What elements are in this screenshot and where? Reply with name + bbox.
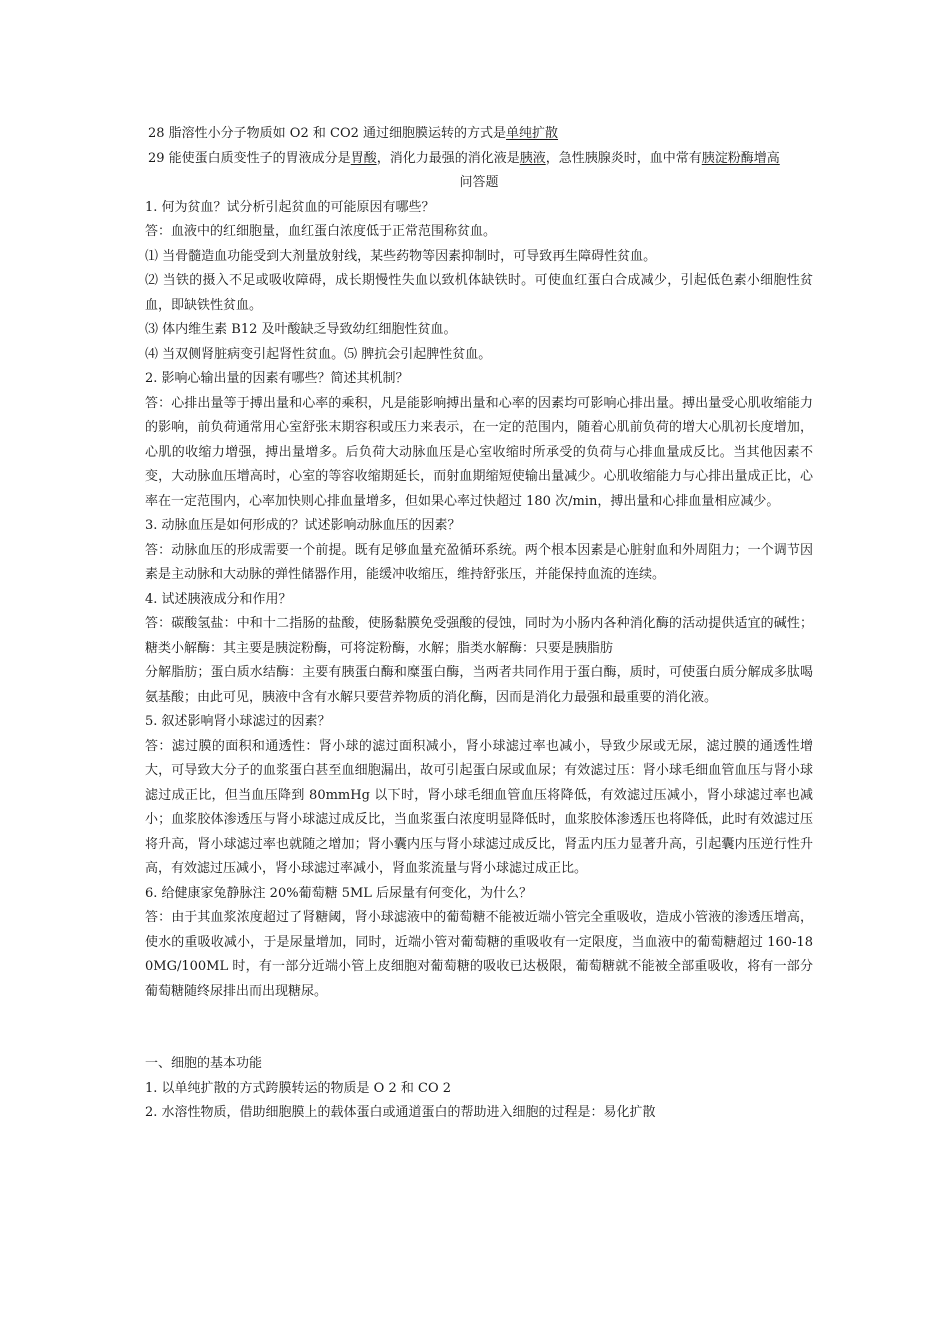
part2-item: 1. 以单纯扩散的方式跨膜转运的物质是 O 2 和 CO 2: [145, 1080, 452, 1096]
item-28: [145, 122, 813, 147]
answer-paragraph: 答：滤过膜的面积和通透性：肾小球的滤过面积减小，肾小球滤过率也减小，导致少尿或无尿，滤过膜的通透性增大，可导致大分子的血浆蛋白甚至血细胞漏出，故可引起蛋白尿或血尿；有效滤过压：肾小球毛细血管血压与肾小球滤过成正比，但当血压降到 80mmHg 以下时，肾小球毛细血管血压将降低，有效滤过压减小，肾小球滤过率也减小；血浆胶体渗透压与肾小球滤过成反比，当血浆蛋白浓度明显降低时，血浆胶体渗透压也将降低，此时有效滤过压将升高，肾小球滤过率也就随之增加；肾小囊内压与肾小球滤过成反比，肾盂内压力显著升高，引起囊内压逆行性升高，有效滤过压减小，肾小球滤过率减小，肾血浆流量与肾小球滤过成正比。: [145, 738, 813, 876]
answer-paragraph: ⑵ 当铁的摄入不足或吸收障碍，成长期慢性失血以致机体缺铁时。可使血红蛋白合成减少，引起低色素小细胞性贫血，即缺铁性贫血。: [145, 273, 813, 313]
question: 2. 影响心输出量的因素有哪些？简述其机制？: [145, 371, 409, 386]
item-29-text: 29 能使蛋白质变性子的胃液成分是: [148, 150, 351, 166]
question: 5. 叙述影响肾小球滤过的因素？: [145, 714, 331, 729]
answer-paragraph: ⑴ 当骨髓造血功能受到大剂量放射线，某些药物等因素抑制时，可导致再生障碍性贫血。: [145, 248, 657, 264]
section-title: 问答题: [459, 175, 499, 190]
item-29-text-3: ，急性胰腺炎时，血中常有: [545, 150, 702, 166]
answer-paragraph: 答：血液中的红细胞量，血红蛋白浓度低于正常范围称贫血。: [145, 224, 497, 239]
item-29-answer-1: 胃酸: [350, 150, 377, 166]
part2-title: 一、细胞的基本功能: [145, 1056, 263, 1071]
part2-item: 2. 水溶性物质，借助细胞膜上的载体蛋白或通道蛋白的帮助进入细胞的过程是：易化扩散: [145, 1105, 656, 1120]
answer-paragraph: 答：动脉血压的形成需要一个前提。既有足够血量充盈循环系统。两个根本因素是心脏射血和外周阻力；一个调节因素是主动脉和大动脉的弹性储器作用，能缓冲收缩压，维持舒张压，并能保持血流的连续。: [145, 542, 813, 582]
item-29-answer-3: 胰淀粉酶增高: [701, 150, 780, 166]
question: 3. 动脉血压是如何形成的？试述影响动脉血压的因素？: [145, 518, 461, 533]
answer-paragraph: 答：心排出量等于搏出量和心率的乘积，凡是能影响搏出量和心率的因素均可影响心排出量。搏出量受心肌收缩能力的影响，前负荷通常用心室舒张末期容积或压力来表示，在一定的范围内，随着心肌前负荷的增大心肌初长度增加，心肌的收缩力增强，搏出量增多。后负荷大动脉血压是心室收缩时所承受的负荷与心排血量成反比。当其他因素不变，大动脉血压增高时，心室的等容收缩期延长，而射血期缩短使输出量减少。心肌收缩能力与心排出量成正比，心率在一定范围内，心率加快则心排血量增多，但如果心率过快超过 180 次/min，搏出量和心排血量相应减少。: [145, 395, 813, 509]
item-29-text-2: ，消化力最强的消化液是: [376, 150, 520, 166]
question: 4. 试述胰液成分和作用？: [145, 591, 292, 607]
item-28-text: 28 脂溶性小分子物质如 O2 和 CO2 通过细胞膜运转的方式是: [148, 126, 507, 141]
answer-paragraph: ⑶ 体内维生素 B12 及叶酸缺乏导致幼红细胞性贫血。: [145, 322, 457, 337]
question: 6. 给健康家兔静脉注 20%葡萄糖 5ML 后尿量有何变化，为什么？: [145, 885, 533, 901]
answer-paragraph: ⑷ 当双侧肾脏病变引起肾性贫血。⑸ 脾抗会引起脾性贫血。: [145, 346, 492, 362]
answer-paragraph: 答：碳酸氢盐：中和十二指肠的盐酸，使肠黏膜免受强酸的侵蚀，同时为小肠内各种消化酶的活动提供适宜的碱性；糖类小解酶：其主要是胰淀粉酶，可将淀粉酶，水解；脂类水解酶：只要是胰脂肪: [145, 616, 813, 656]
answer-paragraph: 分解脂肪；蛋白质水结酶：主要有胰蛋白酶和糜蛋白酶，当两者共同作用于蛋白酶，质时，可使蛋白质分解成多肽喝氨基酸；由此可见，胰液中含有水解只要营养物质的消化酶，因而是消化力最强和最重要的消化液。: [145, 665, 813, 705]
item-29: [145, 147, 813, 172]
item-28-answer: 单纯扩散: [506, 126, 559, 141]
answer-paragraph: 答：由于其血浆浓度超过了肾糖阈，肾小球滤液中的葡萄糖不能被近端小管完全重吸收，造成小管液的渗透压增高，使水的重吸收减小，于是尿量增加，同时，近端小管对葡萄糖的重吸收有一定限度，当血液中的葡萄糖超过 160-180MG/100ML 时，有一部分近端小管上皮细胞对葡萄糖的吸收已达极限，葡萄糖就不能被全部重吸收，将有一部分葡萄糖随终尿排出而出现糖尿。: [145, 910, 813, 999]
spacer: [145, 1004, 813, 1052]
question: 1. 何为贫血？试分析引起贫血的可能原因有哪些？: [145, 199, 435, 215]
item-29-answer-2: 胰液: [519, 150, 546, 166]
document-page: [145, 122, 813, 1126]
